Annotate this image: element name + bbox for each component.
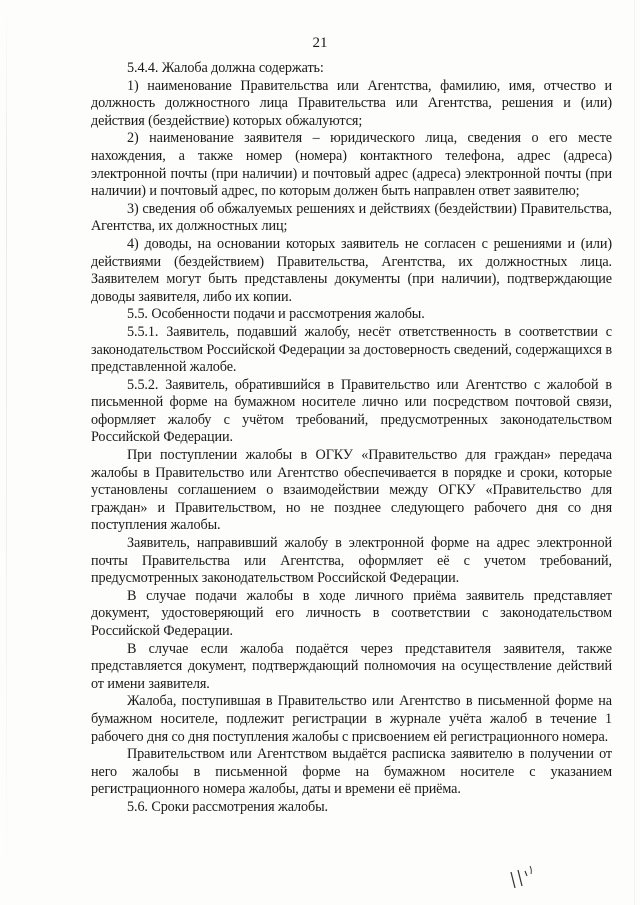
paragraph-5-5: 5.5. Особенности подачи и рассмотрения жалобы.	[127, 306, 425, 323]
scan-edge-right	[634, 0, 635, 905]
paragraph-item-3: 3) сведения об обжалуемых решениях и действиях (бездействии) Правительства, Агентства, их должностных лиц;	[91, 200, 612, 235]
paragraph-personal-reception: В случае подачи жалобы в ходе личного приёма заявитель представляет документ, удостоверяющий его личность в соответствии с законодательством Российской Федерации.	[91, 587, 612, 639]
document-body	[91, 60, 612, 817]
paragraph-item-1: 1) наименование Правительства или Агентства, фамилию, имя, отчество и должность должностного лица Правительства или Агентства, решения и (или) действия (бездействие) которых обжалуются;	[91, 77, 612, 129]
paragraph-item-4: 4) доводы, на основании которых заявитель не согласен с решениями и (или) действиями (бездействием) Правительства, Агентства, их должностных лица. Заявителем могут быть представлены документы (при наличии), подтверждающие доводы заявителя, либо их копии.	[91, 235, 612, 305]
paragraph-5-6: 5.6. Сроки рассмотрения жалобы.	[127, 798, 328, 815]
handwritten-initials-mark	[505, 862, 545, 892]
paragraph-registration: Жалоба, поступившая в Правительство или Агентство в письменной форме на бумажном носителе, подлежит регистрации в журнале учёта жалоб в течение 1 рабочего дня со дня поступления жалобы с присвоением ей регистрационного номера.	[91, 693, 612, 745]
paragraph-representative: В случае если жалоба подаётся через представителя заявителя, также представляется документ, подтверждающий полномочия на осуществление действий от имени заявителя.	[91, 640, 612, 692]
page-number: 21	[312, 35, 328, 51]
paragraph-5-5-2: 5.5.2. Заявитель, обратившийся в Правительство или Агентство с жалобой в письменной форме на бумажном носителе лично или посредством почтовой связи, оформляет жалобу с учётом требований, предусмотренных законодательством Российской Федерации.	[91, 376, 612, 446]
scan-edge-left	[6, 0, 7, 905]
paragraph-5-4-4: 5.4.4. Жалоба должна содержать:	[127, 60, 324, 76]
paragraph-electronic: Заявитель, направивший жалобу в электронной форме на адрес электронной почты Правительства или Агентства, оформляет её с учетом требований, предусмотренных законодательством Российской Федерации.	[91, 535, 612, 587]
paragraph-ogku: При поступлении жалобы в ОГКУ «Правительство для граждан» передача жалобы в Правительство или Агентство обеспечивается в порядке и сроки, которые установлены соглашением о взаимодействии между ОГКУ «Правительство для граждан» и Правительством, но не позднее следующего рабочего дня со дня поступления жалобы.	[91, 447, 612, 534]
paragraph-5-5-1: 5.5.1. Заявитель, подавший жалобу, несёт ответственность в соответствии с законодательством Российской Федерации за достоверность сведений, содержащихся в представленной жалобе.	[91, 323, 612, 376]
paragraph-receipt: Правительством или Агентством выдаётся расписка заявителю в получении от него жалобы в письменной форме на бумажном носителе с указанием регистрационного номера жалобы, даты и времени её приёма.	[91, 746, 612, 798]
paragraph-item-2: 2) наименование заявителя – юридического лица, сведения о его месте нахождения, а также номер (номера) контактного телефона, адрес (адреса) электронной почты (при наличии) и почтовый адрес (адреса) электронной почты (при наличии) и почтовый адрес, по которым должен быть направлен ответ заявителю;	[91, 130, 612, 200]
